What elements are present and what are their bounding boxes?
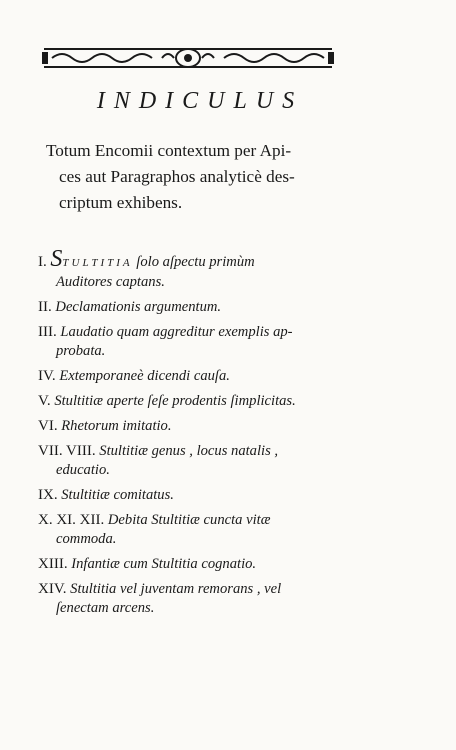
index-entry: [38, 417, 348, 436]
entry-continuation: ſenectam arcens.: [56, 600, 155, 616]
subtitle-line: ces aut Paragraphos analyticè des-: [59, 167, 295, 186]
entry-number: III.: [38, 324, 57, 340]
index-entry: [38, 486, 348, 505]
subtitle: [46, 138, 346, 216]
index-entry: [38, 580, 348, 618]
index-entry: [38, 392, 348, 411]
entry-text: Declamationis argumentum.: [55, 299, 222, 315]
entry-text: Stultitiæ aperte ſeſe prodentis ſimplicitas.: [54, 393, 296, 409]
index-entry: [38, 246, 348, 292]
entry-text: Stultitiæ comitatus.: [61, 487, 174, 503]
entry-text: Laudatio quam aggreditur exemplis ap-: [60, 324, 293, 340]
entry-number: I.: [38, 254, 47, 270]
entry-text: Debita Stultitiæ cuncta vitæ: [107, 512, 271, 528]
ornament-headpiece-icon: [42, 44, 334, 72]
subtitle-line: criptum exhibens.: [59, 193, 183, 212]
entry-text: Stultitia vel juventam remorans , vel: [70, 581, 282, 597]
index-entries: [38, 246, 348, 624]
index-entry: [38, 367, 348, 386]
index-entry: [38, 555, 348, 574]
entry-text: Rhetorum imitatio.: [61, 418, 172, 434]
index-entry: [38, 511, 348, 549]
entry-caps: TULTITIA: [62, 257, 133, 269]
index-entry: [38, 442, 348, 480]
entry-continuation: probata.: [56, 343, 106, 359]
entry-number: VI.: [38, 418, 58, 434]
subtitle-line: Totum Encomii contextum per Api-: [46, 141, 292, 160]
entry-text: Stultitiæ genus , locus natalis ,: [99, 443, 279, 459]
entry-number: V.: [38, 393, 51, 409]
entry-continuation: Auditores captans.: [56, 274, 165, 290]
entry-continuation: educatio.: [56, 462, 110, 478]
entry-number: X. XI. XII.: [38, 512, 105, 528]
entry-text: Extemporaneè dicendi cauſa.: [59, 368, 230, 384]
entry-number: II.: [38, 299, 52, 315]
index-entry: [38, 298, 348, 317]
entry-text: Infantiæ cum Stultitia cognatio.: [71, 556, 257, 572]
entry-number: IX.: [38, 487, 58, 503]
entry-number: XIV.: [38, 581, 67, 597]
drop-initial: S: [50, 246, 63, 272]
entry-number: XIII.: [38, 556, 68, 572]
entry-number: VII. VIII.: [38, 443, 96, 459]
page-title: INDICULUS: [96, 88, 304, 114]
entry-continuation: commoda.: [56, 531, 117, 547]
index-entry: [38, 323, 348, 361]
entry-number: IV.: [38, 368, 56, 384]
entry-text: ſolo aſpectu primùm: [132, 254, 255, 270]
